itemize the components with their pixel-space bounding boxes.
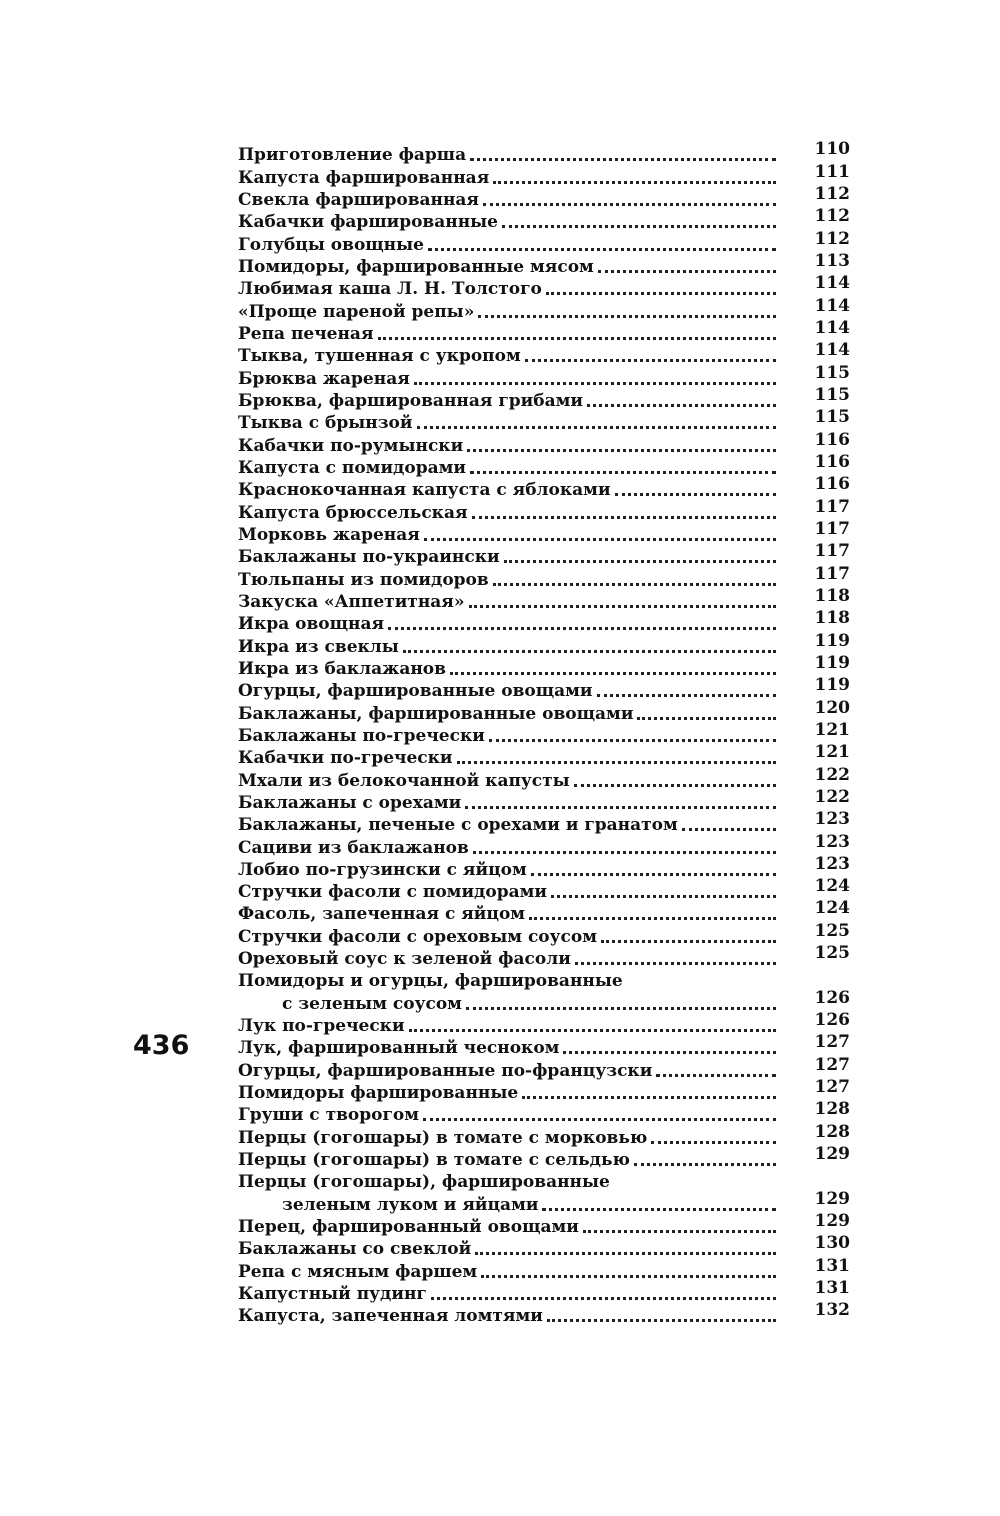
dot-leader xyxy=(472,516,776,519)
toc-entry-title: зеленым луком и яйцами xyxy=(282,1194,539,1215)
toc-entry xyxy=(238,764,850,791)
toc-entry-title: Приготовление фарша xyxy=(238,145,467,166)
toc-entry-line xyxy=(238,920,850,947)
toc-entry xyxy=(238,451,850,478)
toc-entry-page: 121 xyxy=(814,719,850,740)
toc-entry xyxy=(238,1170,850,1192)
toc-entry-line xyxy=(238,407,850,434)
toc-entry-page: 116 xyxy=(814,451,850,472)
dot-leader xyxy=(431,1297,776,1300)
dot-leader xyxy=(546,292,776,295)
toc-entry xyxy=(238,652,850,679)
toc-entry-title: с зеленым соусом xyxy=(282,993,462,1014)
toc-entry xyxy=(238,876,850,903)
toc-entry-title: Тыква с брынзой xyxy=(238,413,413,434)
toc-entry-title: Перцы (гогошары) в томате с морковью xyxy=(238,1127,648,1148)
dot-leader xyxy=(450,672,776,675)
toc-entry xyxy=(238,518,850,545)
toc-entry-title: Любимая каша Л. Н. Толстого xyxy=(238,279,542,300)
toc-entry xyxy=(238,429,850,456)
dot-leader xyxy=(469,605,777,608)
toc-entry-line xyxy=(238,853,850,880)
toc-entry-page: 117 xyxy=(814,563,850,584)
dot-leader xyxy=(522,1096,776,1099)
toc-entry-page: 117 xyxy=(814,518,850,539)
toc-entry xyxy=(238,969,850,991)
toc-entry-line xyxy=(238,1255,850,1282)
toc-entry-line xyxy=(238,206,850,233)
dot-leader xyxy=(583,1230,776,1233)
toc-entry xyxy=(238,1144,850,1171)
dot-leader xyxy=(481,1275,776,1278)
toc-entry-page: 126 xyxy=(814,1010,850,1031)
toc-entry-title: Помидоры, фаршированные мясом xyxy=(238,256,594,277)
toc-entry xyxy=(238,295,850,322)
dot-leader xyxy=(424,538,776,541)
toc-entry-page: 117 xyxy=(814,496,850,517)
toc-entry-line xyxy=(238,1300,850,1327)
dot-leader xyxy=(634,1163,776,1166)
toc-entry-page: 125 xyxy=(814,920,850,941)
toc-entry-page: 113 xyxy=(814,250,850,271)
toc-entry xyxy=(238,161,850,188)
toc-entry xyxy=(238,317,850,344)
toc-entry xyxy=(238,139,850,166)
toc-entry-line xyxy=(238,228,850,255)
dot-leader xyxy=(615,493,776,496)
toc-entry-title: Кабачки фаршированные xyxy=(238,212,498,233)
toc-entry-title: Кабачки по-румынски xyxy=(238,435,464,456)
toc-entry-page: 128 xyxy=(814,1099,850,1120)
toc-entry xyxy=(238,1032,850,1059)
toc-entry-title: Капустный пудинг xyxy=(238,1284,427,1305)
toc-entry xyxy=(238,1188,850,1215)
toc-entry-page: 116 xyxy=(814,474,850,495)
toc-entry-title: Груши с творогом xyxy=(238,1105,420,1126)
toc-entry-line xyxy=(238,987,850,1014)
toc-entry-page: 114 xyxy=(814,295,850,316)
toc-entry-title: Свекла фаршированная xyxy=(238,189,479,210)
toc-entry xyxy=(238,362,850,389)
toc-entry-page: 131 xyxy=(814,1255,850,1276)
toc-entry-page: 112 xyxy=(814,183,850,204)
toc-entry-page: 112 xyxy=(814,206,850,227)
toc-entry-line xyxy=(238,786,850,813)
toc-entry-line xyxy=(238,317,850,344)
dot-leader xyxy=(478,315,776,318)
toc-entry-title: Перец, фаршированный овощами xyxy=(238,1217,579,1238)
dot-leader xyxy=(525,359,776,362)
toc-entry-page: 123 xyxy=(814,853,850,874)
toc-entry xyxy=(238,1077,850,1104)
dot-leader xyxy=(475,1252,776,1255)
toc-entry-page: 119 xyxy=(814,652,850,673)
toc-entry xyxy=(238,1233,850,1260)
toc-entry-line xyxy=(238,809,850,836)
table-of-contents xyxy=(238,139,850,1327)
toc-entry-page: 121 xyxy=(814,742,850,763)
toc-entry-line xyxy=(238,831,850,858)
toc-entry-title: Кабачки по-гречески xyxy=(238,748,453,769)
toc-entry-title: Перцы (гогошары) в томате с сельдью xyxy=(238,1150,630,1171)
dot-leader xyxy=(574,784,776,787)
toc-entry-page: 124 xyxy=(814,898,850,919)
dot-leader xyxy=(601,940,776,943)
toc-entry-line xyxy=(238,675,850,702)
toc-entry-line xyxy=(238,496,850,523)
toc-entry-line xyxy=(238,273,850,300)
toc-entry-page: 127 xyxy=(814,1054,850,1075)
toc-entry-page: 118 xyxy=(814,585,850,606)
dot-leader xyxy=(428,248,776,251)
toc-entry-title: Тюльпаны из помидоров xyxy=(238,569,489,590)
toc-entry-line xyxy=(238,1172,850,1192)
toc-entry-title: Краснокочанная капуста с яблоками xyxy=(238,480,611,501)
toc-entry-line xyxy=(238,1054,850,1081)
toc-entry-line xyxy=(238,876,850,903)
toc-entry-page: 115 xyxy=(814,362,850,383)
dot-leader xyxy=(598,270,776,273)
toc-entry-line xyxy=(238,1032,850,1059)
toc-entry-title: Помидоры и огурцы, фаршированные xyxy=(238,971,623,992)
toc-entry-page: 115 xyxy=(814,384,850,405)
dot-leader xyxy=(529,917,776,920)
toc-entry xyxy=(238,943,850,970)
dot-leader xyxy=(489,739,776,742)
dot-leader xyxy=(502,225,776,228)
toc-entry xyxy=(238,987,850,1014)
toc-entry-title: Баклажаны, печеные с орехами и гранатом xyxy=(238,815,678,836)
dot-leader xyxy=(504,560,776,563)
toc-entry-page: 116 xyxy=(814,429,850,450)
page-number: 436 xyxy=(133,1030,190,1061)
toc-entry-page: 110 xyxy=(814,139,850,160)
toc-entry-line xyxy=(238,295,850,322)
toc-entry-page: 114 xyxy=(814,273,850,294)
toc-entry-page: 112 xyxy=(814,228,850,249)
toc-entry-title: Сациви из баклажанов xyxy=(238,837,469,858)
toc-entry xyxy=(238,786,850,813)
toc-entry-title: Огурцы, фаршированные по-французски xyxy=(238,1060,653,1081)
toc-entry xyxy=(238,742,850,769)
toc-entry-title: Тыква, тушенная с укропом xyxy=(238,346,521,367)
toc-entry-title: Капуста фаршированная xyxy=(238,167,490,188)
toc-entry-title: Морковь жареная xyxy=(238,524,420,545)
toc-entry-line xyxy=(238,898,850,925)
toc-entry-page: 123 xyxy=(814,831,850,852)
toc-entry-page: 129 xyxy=(814,1211,850,1232)
toc-entry xyxy=(238,831,850,858)
dot-leader xyxy=(542,1208,776,1211)
dot-leader xyxy=(378,337,776,340)
toc-entry-title: Мхали из белокочанной капусты xyxy=(238,770,570,791)
dot-leader xyxy=(470,471,776,474)
toc-entry xyxy=(238,1255,850,1282)
toc-entry-page: 119 xyxy=(814,630,850,651)
toc-entry-title: Баклажаны по-гречески xyxy=(238,725,485,746)
toc-entry xyxy=(238,250,850,277)
toc-entry-page: 115 xyxy=(814,407,850,428)
toc-entry-title: Перцы (гогошары), фаршированные xyxy=(238,1172,610,1193)
dot-leader xyxy=(575,962,776,965)
dot-leader xyxy=(637,717,776,720)
toc-entry-page: 129 xyxy=(814,1144,850,1165)
toc-entry-title: Лук по-гречески xyxy=(238,1016,405,1037)
toc-entry xyxy=(238,206,850,233)
dot-leader xyxy=(466,1007,776,1010)
dot-leader xyxy=(403,650,776,653)
toc-entry-title: Баклажаны с орехами xyxy=(238,792,462,813)
toc-entry-title: Закуска «Аппетитная» xyxy=(238,591,465,612)
toc-entry-line xyxy=(238,1077,850,1104)
toc-entry-page: 129 xyxy=(814,1188,850,1209)
toc-entry-title: Баклажаны по-украински xyxy=(238,547,500,568)
dot-leader xyxy=(388,627,776,630)
dot-leader xyxy=(467,449,776,452)
toc-entry-line xyxy=(238,1121,850,1148)
toc-entry-line xyxy=(238,1099,850,1126)
toc-entry-title: Репа печеная xyxy=(238,323,374,344)
toc-entry xyxy=(238,697,850,724)
toc-entry-line xyxy=(238,742,850,769)
toc-entry-title: Лобио по-грузински с яйцом xyxy=(238,859,527,880)
toc-entry-line xyxy=(238,362,850,389)
toc-entry xyxy=(238,228,850,255)
toc-entry-line xyxy=(238,183,850,210)
dot-leader xyxy=(551,895,776,898)
toc-entry-line xyxy=(238,697,850,724)
dot-leader xyxy=(656,1074,776,1077)
toc-entry-line xyxy=(238,451,850,478)
toc-entry xyxy=(238,1121,850,1148)
toc-entry-page: 127 xyxy=(814,1077,850,1098)
toc-entry-title: Репа с мясным фаршем xyxy=(238,1261,478,1282)
toc-entry-line xyxy=(238,139,850,166)
toc-entry-title: Баклажаны, фаршированные овощами xyxy=(238,703,634,724)
toc-entry xyxy=(238,853,850,880)
dot-leader xyxy=(465,806,776,809)
dot-leader xyxy=(493,583,776,586)
toc-entry-line xyxy=(238,518,850,545)
toc-entry-line xyxy=(238,384,850,411)
toc-entry-line xyxy=(238,1144,850,1171)
toc-entry-page: 130 xyxy=(814,1233,850,1254)
toc-entry-page: 119 xyxy=(814,675,850,696)
toc-entry-title: Огурцы, фаршированные овощами xyxy=(238,681,593,702)
toc-entry-line xyxy=(238,943,850,970)
toc-entry xyxy=(238,496,850,523)
toc-entry xyxy=(238,384,850,411)
toc-entry xyxy=(238,675,850,702)
dot-leader xyxy=(423,1118,776,1121)
toc-entry-title: Капуста брюссельская xyxy=(238,502,468,523)
toc-entry-page: 114 xyxy=(814,317,850,338)
dot-leader xyxy=(531,873,776,876)
toc-entry xyxy=(238,407,850,434)
toc-entry-line xyxy=(238,971,850,991)
toc-entry xyxy=(238,719,850,746)
dot-leader xyxy=(493,181,776,184)
toc-entry xyxy=(238,340,850,367)
toc-entry xyxy=(238,273,850,300)
toc-entry xyxy=(238,1010,850,1037)
toc-entry-page: 123 xyxy=(814,809,850,830)
toc-entry xyxy=(238,1300,850,1327)
toc-entry-title: Голубцы овощные xyxy=(238,234,424,255)
toc-entry-title: Икра овощная xyxy=(238,614,385,635)
toc-entry-title: «Проще пареной репы» xyxy=(238,301,475,322)
toc-entry-line xyxy=(238,652,850,679)
toc-entry-title: Стручки фасоли с ореховым соусом xyxy=(238,926,597,947)
toc-entry-line xyxy=(238,585,850,612)
dot-leader xyxy=(651,1141,776,1144)
toc-entry xyxy=(238,1278,850,1305)
toc-entry-page: 131 xyxy=(814,1278,850,1299)
dot-leader xyxy=(470,158,776,161)
toc-entry-title: Брюква, фаршированная грибами xyxy=(238,390,583,411)
toc-entry-line xyxy=(238,608,850,635)
toc-entry-title: Икра из баклажанов xyxy=(238,658,446,679)
toc-entry xyxy=(238,474,850,501)
dot-leader xyxy=(547,1319,776,1322)
toc-entry-page: 128 xyxy=(814,1121,850,1142)
toc-entry-line xyxy=(238,1188,850,1215)
dot-leader xyxy=(417,426,777,429)
dot-leader xyxy=(414,382,776,385)
toc-entry-line xyxy=(238,630,850,657)
dot-leader xyxy=(457,761,776,764)
toc-entry-title: Капуста, запеченная ломтями xyxy=(238,1306,543,1327)
toc-entry-page: 118 xyxy=(814,608,850,629)
dot-leader xyxy=(597,694,776,697)
toc-entry xyxy=(238,1211,850,1238)
dot-leader xyxy=(473,851,776,854)
toc-entry-title: Икра из свеклы xyxy=(238,636,399,657)
dot-leader xyxy=(483,203,776,206)
toc-entry-title: Стручки фасоли с помидорами xyxy=(238,882,548,903)
toc-entry-line xyxy=(238,161,850,188)
toc-entry-line xyxy=(238,474,850,501)
toc-entry-line xyxy=(238,250,850,277)
toc-entry-line xyxy=(238,1211,850,1238)
toc-entry-page: 124 xyxy=(814,876,850,897)
toc-entry-line xyxy=(238,340,850,367)
toc-entry xyxy=(238,608,850,635)
toc-entry-title: Помидоры фаршированные xyxy=(238,1083,519,1104)
dot-leader xyxy=(587,404,776,407)
toc-entry-page: 122 xyxy=(814,786,850,807)
toc-entry-line xyxy=(238,1278,850,1305)
toc-entry-page: 126 xyxy=(814,987,850,1008)
toc-entry xyxy=(238,585,850,612)
dot-leader xyxy=(409,1029,776,1032)
toc-entry-title: Фасоль, запеченная с яйцом xyxy=(238,904,526,925)
toc-entry xyxy=(238,630,850,657)
toc-entry-page: 111 xyxy=(814,161,850,182)
toc-entry xyxy=(238,541,850,568)
toc-entry-line xyxy=(238,1010,850,1037)
toc-entry-line xyxy=(238,563,850,590)
toc-entry-title: Капуста с помидорами xyxy=(238,457,466,478)
dot-leader xyxy=(563,1051,776,1054)
toc-entry-line xyxy=(238,541,850,568)
toc-entry xyxy=(238,183,850,210)
toc-entry xyxy=(238,898,850,925)
toc-entry-line xyxy=(238,1233,850,1260)
toc-entry-title: Лук, фаршированный чесноком xyxy=(238,1038,560,1059)
toc-entry-line xyxy=(238,429,850,456)
toc-entry xyxy=(238,809,850,836)
toc-entry-title: Баклажаны со свеклой xyxy=(238,1239,472,1260)
dot-leader xyxy=(682,828,776,831)
toc-entry-page: 114 xyxy=(814,340,850,361)
toc-entry-title: Ореховый соус к зеленой фасоли xyxy=(238,949,571,970)
toc-entry xyxy=(238,1054,850,1081)
toc-entry-page: 117 xyxy=(814,541,850,562)
toc-entry-title: Брюква жареная xyxy=(238,368,410,389)
toc-entry xyxy=(238,920,850,947)
toc-entry-page: 125 xyxy=(814,943,850,964)
toc-entry xyxy=(238,563,850,590)
toc-entry-line xyxy=(238,764,850,791)
toc-entry-page: 132 xyxy=(814,1300,850,1321)
toc-entry-page: 120 xyxy=(814,697,850,718)
toc-entry-line xyxy=(238,719,850,746)
toc-entry-page: 127 xyxy=(814,1032,850,1053)
toc-entry-page: 122 xyxy=(814,764,850,785)
toc-entry xyxy=(238,1099,850,1126)
